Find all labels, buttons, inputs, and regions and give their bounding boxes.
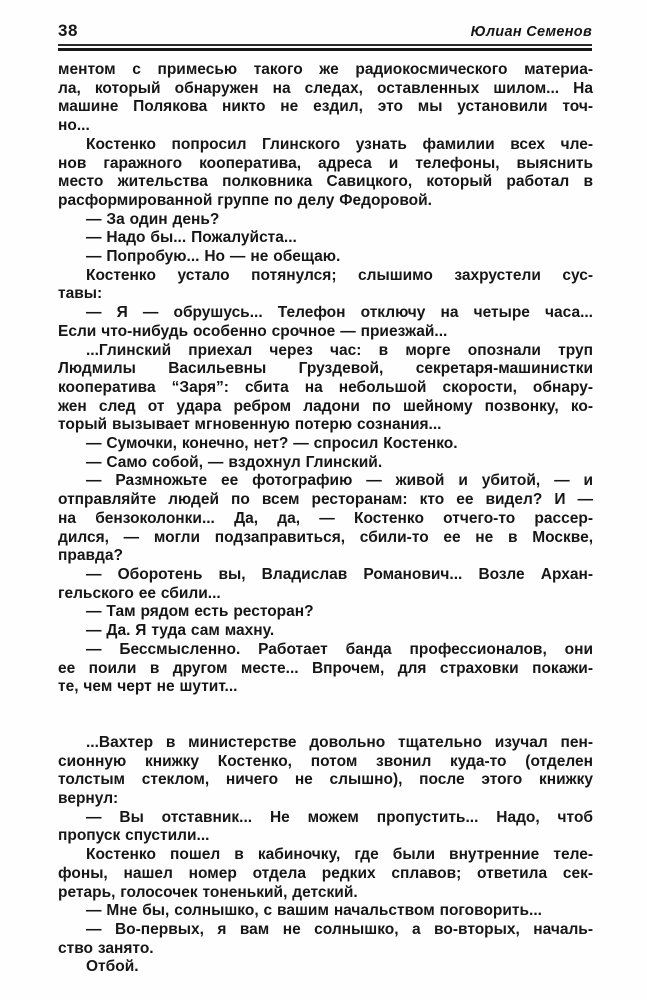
text-line: — За один день? — [86, 210, 220, 228]
text-line: ...Глинский приехал через час: в морге опознали труп — [86, 341, 593, 359]
text-line: вернул: — [58, 790, 119, 808]
text-line: — Да. Я туда сам махну. — [86, 622, 275, 640]
text-line: — Оборотень вы, Владислав Романович... Возле Архан- — [86, 565, 593, 583]
page-number: 38 — [58, 21, 78, 40]
text-line: ретарь, голосочек тоненький, детский. — [58, 883, 358, 901]
text-line: гельского ее сбили... — [58, 584, 221, 602]
text-line: Костенко пошел в кабиночку, где были внутренние теле- — [86, 846, 593, 864]
text-line: ее поили в другом месте... Впрочем, для страховки покажи- — [58, 659, 593, 677]
text-line: дился, — могли подзаправиться, сбили-то ее не в Москве, — [58, 528, 593, 546]
text-line: — Во-первых, я вам не солнышко, а во-вторых, началь- — [86, 920, 593, 938]
text-line: Костенко устало потянулся; слышимо захрустели сус- — [86, 266, 593, 284]
text-line: ство занято. — [58, 939, 154, 957]
text-line: Если что-нибудь особенно срочное — приезжай... — [58, 322, 448, 340]
text-line: фоны, нашел номер отдела редких сплавов; ответила сек- — [58, 864, 593, 882]
page-header — [58, 21, 592, 41]
text-line: машине Полякова никто не ездил, это мы установили точ- — [58, 98, 593, 116]
text-line: торый вызывает мгновенную потерю сознания... — [58, 416, 442, 434]
text-line: — Вы отставник... Не можем пропустить... Надо, чтоб — [86, 808, 593, 826]
text-line: расформированной группе по делу Федоровой. — [58, 191, 432, 209]
text-line: — Надо бы... Пожалуйста... — [86, 229, 297, 247]
text-line: правда? — [58, 547, 123, 565]
text-line: — Само собой, — вздохнул Глинский. — [86, 453, 383, 471]
text-line: — Попробую... Но — не обещаю. — [86, 248, 341, 266]
text-line: нов гаражного кооператива, адреса и телефоны, выяснить — [58, 154, 593, 172]
running-title: Юлиан Семенов — [470, 24, 592, 40]
text-line: пропуск спустили... — [58, 827, 210, 845]
text-line: место жительства полковника Савицкого, который работал в — [58, 173, 593, 191]
text-line: ментом с примесью такого же радиокосмического материа- — [58, 61, 593, 78]
header-rule — [58, 44, 592, 51]
text-line: — Сумочки, конечно, нет? — спросил Костенко. — [86, 435, 458, 453]
text-line: — Мне бы, солнышко, с вашим начальством поговорить... — [86, 902, 542, 920]
text-line: толстым стеклом, ничего не слышно), после этого книжку — [58, 771, 593, 789]
text-line: — Бессмысленно. Работает банда профессионалов, они — [86, 640, 593, 658]
text-line: на бензоколонки... Да, да, — Костенко отчего-то рассер- — [58, 509, 593, 527]
text-line: — Размножьте ее фотографию — живой и убитой, — и — [86, 472, 593, 490]
text-line: сионную книжку Костенко, потом звонил куда-то (отделен — [58, 752, 593, 770]
text-line: Отбой. — [86, 958, 139, 976]
text-line: те, чем черт не шутит... — [58, 678, 238, 696]
text-line: Людмилы Васильевны Груздевой, секретаря-машинистки — [58, 360, 593, 378]
text-line: но... — [58, 117, 90, 135]
text-line: жен след от удара ребром ладони по шейному позвонку, ко- — [58, 397, 593, 415]
text-line: Костенко попросил Глинского узнать фамилии всех чле- — [86, 135, 593, 153]
text-line: — Я — обрушусь... Телефон отключу на четыре часа... — [86, 304, 593, 322]
page-body — [58, 61, 593, 977]
text-line: тавы: — [58, 285, 103, 303]
text-line: — Там рядом есть ресторан? — [86, 603, 314, 621]
text-line: отправляйте людей по всем ресторанам: кто ее видел? И — — [58, 491, 593, 509]
text-line: кооператива “Заря”: сбита на небольшой скорости, обнару- — [58, 378, 593, 396]
text-line: ла, который обнаружен на следах, оставленных шилом... На — [58, 79, 593, 97]
text-line: ...Вахтер в министерстве довольно тщательно изучал пен- — [86, 733, 593, 751]
